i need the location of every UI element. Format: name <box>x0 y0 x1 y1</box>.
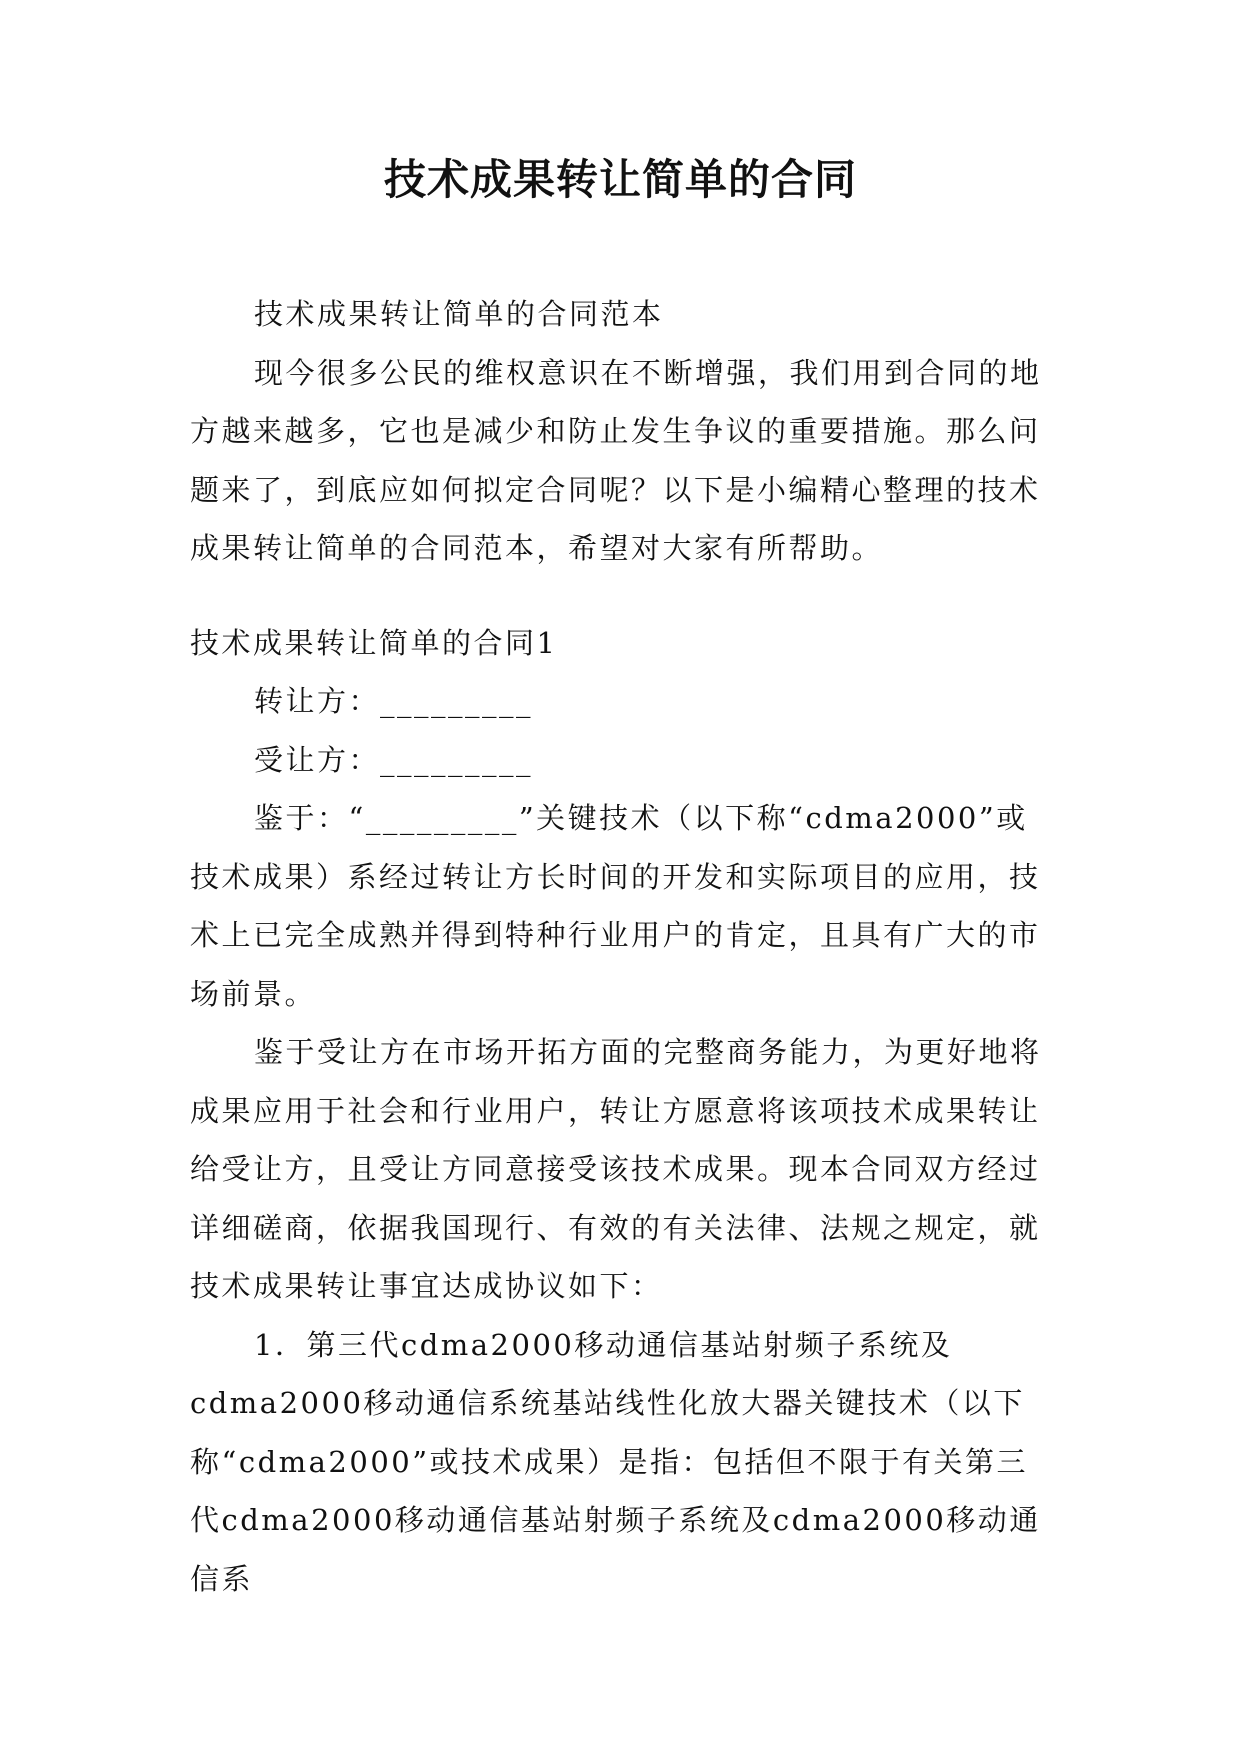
whereas-paragraph-2: 鉴于受让方在市场开拓方面的完整商务能力，为更好地将成果应用于社会和行业用户，转让方愿意将该项技术成果转让给受让方，且受让方同意接受该技术成果。现本合同双方经过详细磋商，依据我国现行、有效的有关法律、法规之规定，就技术成果转让事宜达成协议如下： <box>190 1035 1042 1303</box>
document-body <box>190 285 1050 1608</box>
transferee-line: 受让方：_________ <box>254 742 534 777</box>
subtitle-paragraph: 技术成果转让简单的合同范本 <box>254 297 664 331</box>
whereas-paragraph-1: 鉴于：“_________”关键技术（以下称“cdma2000”或技术成果）系经过转让方长时间的开发和实际项目的应用，技术上已完全成熟并得到特种行业用户的肯定，且具有广大的市场前景。 <box>190 801 1041 1011</box>
transferor-line: 转让方：_________ <box>254 684 534 718</box>
clause-1-paragraph: 1．第三代cdma2000移动通信基站射频子系统及cdma2000移动通信系统基站线性化放大器关键技术（以下称“cdma2000”或技术成果）是指：包括但不限于有关第三代cdma2000移动通信基站射频子系统及cdma2000移动通信系 <box>190 1327 1041 1596</box>
intro-paragraph: 现今很多公民的维权意识在不断增强，我们用到合同的地方越来越多，它也是减少和防止发生争议的重要措施。那么问题来了，到底应如何拟定合同呢？以下是小编精心整理的技术成果转让简单的合同范本，希望对大家有所帮助。 <box>190 355 1042 565</box>
section-heading: 技术成果转让简单的合同1 <box>190 625 558 660</box>
document-title: 技术成果转让简单的合同 <box>383 155 857 204</box>
paragraph-gap <box>190 578 1050 614</box>
